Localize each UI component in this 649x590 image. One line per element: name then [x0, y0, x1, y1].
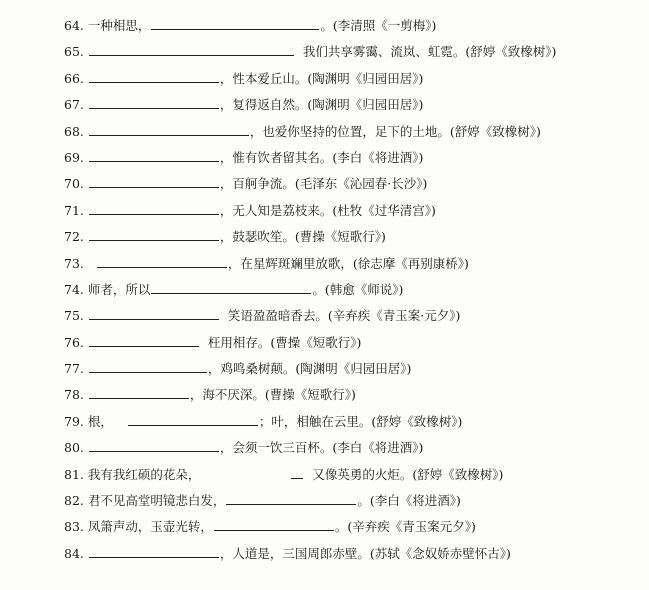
question-text-after: ，海不厌深。(曹操《短歌行》): [189, 387, 356, 403]
answer-blank[interactable]: [291, 465, 303, 479]
question-item-75: [64, 303, 644, 329]
question-text-after: ；叶，相触在云里。(舒婷《致橡树》): [258, 413, 463, 429]
question-text-before: 师者，所以: [87, 281, 151, 297]
answer-blank[interactable]: [89, 385, 189, 399]
question-number: 78.: [64, 387, 84, 403]
answer-blank[interactable]: [89, 69, 219, 83]
question-number: 72.: [64, 229, 84, 245]
answer-blank[interactable]: [89, 333, 199, 347]
question-number: 80.: [64, 440, 84, 456]
question-number: 64.: [64, 18, 84, 33]
answer-blank[interactable]: [97, 254, 227, 268]
question-item-77: [64, 356, 644, 382]
answer-blank[interactable]: [89, 544, 219, 558]
question-number: 75.: [64, 308, 84, 324]
answer-blank[interactable]: [89, 438, 219, 452]
question-number: 65.: [64, 44, 84, 60]
question-text-after: 笑语盈盈暗香去。(辛弃疾《青玉案·元夕》): [227, 308, 461, 324]
answer-blank[interactable]: [89, 122, 249, 136]
question-text-after: ，百舸争流。(毛泽东《沁园春·长沙》): [219, 176, 428, 192]
question-item-79: [64, 409, 644, 435]
answer-blank[interactable]: [226, 491, 356, 505]
answer-blank[interactable]: [89, 359, 207, 373]
question-number: 79.: [64, 413, 84, 429]
question-text-after: ，鼓瑟吹笙。(曹操《短歌行》): [219, 229, 386, 245]
answer-blank[interactable]: [89, 227, 219, 241]
question-text-after: 。(韩愈《师说》): [312, 281, 404, 297]
question-item-65: [64, 39, 644, 65]
question-item-78: [64, 382, 644, 408]
question-text-after: ，鸡鸣桑树颠。(陶渊明《归园田居》): [207, 361, 412, 377]
answer-blank[interactable]: [214, 517, 334, 531]
question-text-after: 枉用相存。(曹操《短歌行》): [207, 334, 362, 350]
question-text-before: 根，: [87, 413, 113, 429]
question-text-after: ，复得返自然。(陶渊明《归园田居》): [219, 97, 424, 113]
question-text-after: 。(辛弃疾《青玉案元夕》): [334, 519, 476, 535]
question-item-71: [64, 198, 644, 224]
question-number: 71.: [64, 202, 84, 218]
answer-blank[interactable]: [89, 201, 219, 215]
answer-blank[interactable]: [89, 42, 294, 56]
question-item-81: [64, 462, 644, 488]
question-item-76: [64, 330, 644, 356]
question-item-74: [64, 277, 644, 303]
question-item-72: [64, 224, 644, 250]
question-number: 70.: [64, 176, 84, 192]
question-number: 67.: [64, 97, 84, 113]
question-list: [64, 13, 644, 567]
question-item-82: [64, 488, 644, 514]
question-text-after: ，人道是，三国周郎赤壁。(苏轼《念奴娇赤壁怀古》): [219, 545, 511, 561]
question-number: 69.: [64, 149, 84, 165]
question-item-69: [64, 145, 644, 171]
question-number: 73.: [64, 255, 84, 271]
question-number: 68.: [64, 123, 84, 139]
question-item-67: [64, 92, 644, 118]
question-number: 74.: [64, 281, 84, 297]
question-number: 66.: [64, 70, 84, 86]
question-text-after: 。(李清照《一剪梅》): [320, 18, 437, 33]
question-text-after: 我们共享雾霭、流岚、虹霓。(舒婷《致橡树》): [302, 44, 557, 60]
question-text-after: ，也爱你坚持的位置，足下的土地。(舒婷《致橡树》): [249, 123, 541, 139]
question-item-73: [64, 251, 644, 277]
question-item-70: [64, 171, 644, 197]
answer-blank[interactable]: [151, 280, 311, 294]
question-number: 77.: [64, 361, 84, 377]
question-text-after: ，惟有饮者留其名。(李白《将进酒》): [219, 149, 424, 165]
question-text-after: 又像英勇的火炬。(舒婷《致橡树》): [312, 466, 504, 482]
question-text-before: 我有我红硕的花朵，: [87, 466, 201, 482]
question-text-before: 一种相思，: [87, 18, 151, 33]
answer-blank[interactable]: [89, 95, 219, 109]
question-text-after: ，性本爱丘山。(陶渊明《归园田居》): [219, 70, 424, 86]
question-item-68: [64, 119, 644, 145]
answer-blank[interactable]: [89, 174, 219, 188]
question-item-64: [64, 13, 644, 39]
answer-blank[interactable]: [89, 148, 219, 162]
question-text-before: 君不见高堂明镜悲白发，: [87, 493, 226, 509]
question-number: 83.: [64, 519, 84, 535]
question-number: 81.: [64, 466, 84, 482]
answer-blank[interactable]: [128, 412, 258, 426]
question-item-66: [64, 66, 644, 92]
question-number: 82.: [64, 493, 84, 509]
question-number: 76.: [64, 334, 84, 350]
answer-blank[interactable]: [89, 306, 219, 320]
question-text-after: ，会须一饮三百杯。(李白《将进酒》): [219, 440, 424, 456]
question-item-80: [64, 435, 644, 461]
question-text-after: ，无人知是荔枝来。(杜牧《过华清宫》): [219, 202, 436, 218]
question-item-83: [64, 514, 644, 540]
answer-blank[interactable]: [151, 16, 319, 30]
question-item-84: [64, 541, 644, 567]
question-text-after: ，在星辉斑斓里放歌，(徐志摩《再别康桥》): [227, 255, 469, 271]
question-text-after: 。(李白《将进酒》): [357, 493, 461, 509]
question-number: 84.: [64, 545, 84, 561]
question-text-before: 凤箫声动，玉壶光转，: [87, 519, 213, 535]
